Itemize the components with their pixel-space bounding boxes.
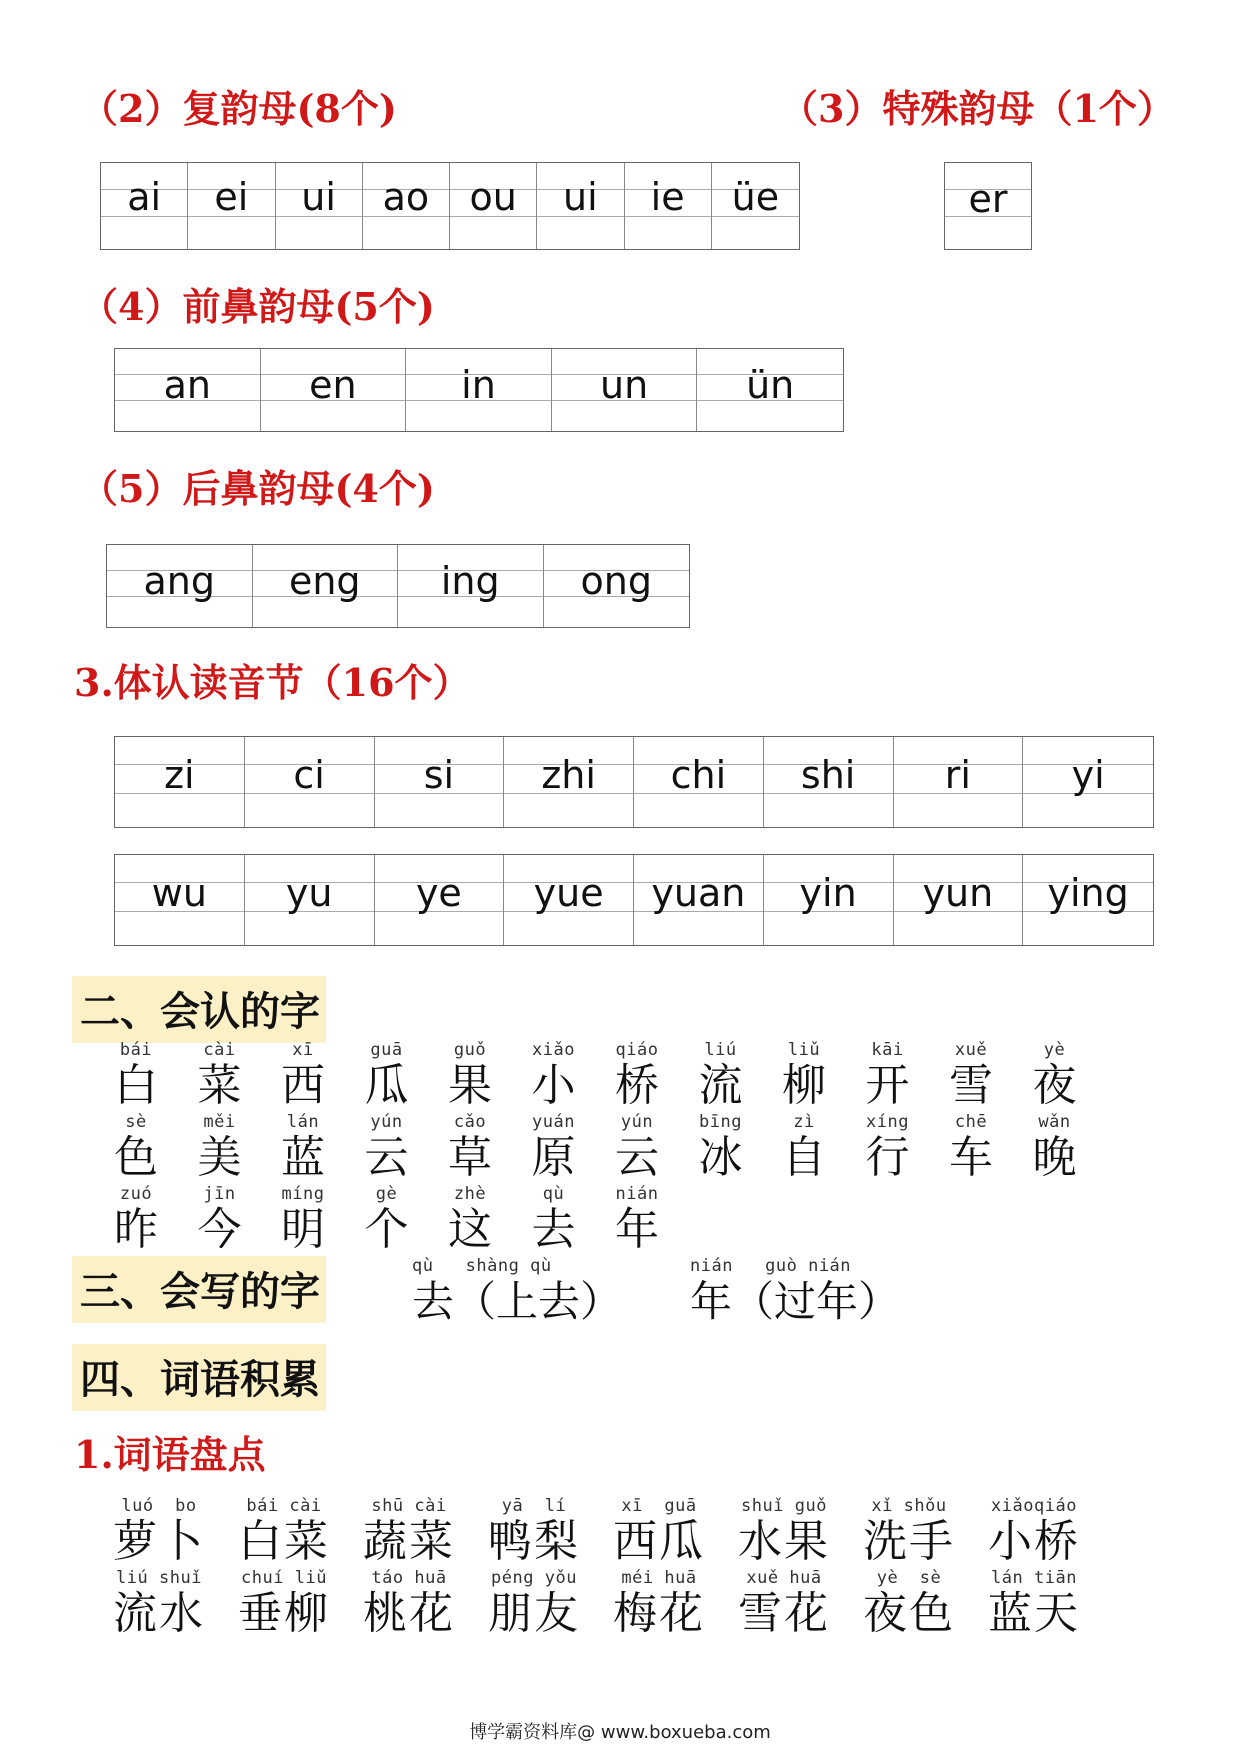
huiren-char [180,1112,260,1182]
char-pinyin: cài [203,1040,236,1060]
ciyu-title: 四、词语积累 [72,1344,326,1411]
huiren-char [263,1112,343,1182]
grid-cell [697,349,843,431]
char-hanzi: 蓝 [281,1132,325,1183]
char-hanzi: 开 [865,1060,910,1111]
huixie-item-1 [412,1256,622,1326]
ciyu-word [104,1568,214,1638]
grid-cell [115,737,245,827]
pinyin-syllable: wu [151,871,207,915]
pinyin-syllable: ie [650,175,685,219]
ciyu-word [229,1568,339,1638]
pinyin-syllable: ai [127,175,162,219]
section-qianbi-title: （4）前鼻韵母(5个) [80,284,435,329]
word-pinyin: bái cài [246,1496,322,1516]
zhengti-grid-row2 [114,854,1154,946]
pinyin-syllable: yuan [651,871,746,915]
huixie-item-1-pinyin: qù shàng qù [412,1256,552,1276]
char-hanzi: 流 [698,1060,743,1111]
char-hanzi: 车 [949,1132,993,1183]
grid-cell [398,545,544,627]
huiren-char [430,1184,510,1254]
pinyin-syllable: ui [563,175,598,219]
char-pinyin: nián [615,1184,659,1204]
huiren-char [263,1184,343,1254]
grid-cell [101,163,188,249]
word-hanzi: 蔬菜 [363,1516,455,1567]
huixie-title: 三、会写的字 [72,1256,326,1323]
pinyin-syllable: ei [214,175,249,219]
grid-cell [406,349,552,431]
char-hanzi: 美 [197,1132,242,1183]
char-pinyin: sè [125,1112,147,1132]
pinyin-syllable: ri [944,753,971,797]
pinyin-syllable: chi [670,753,727,797]
huiren-char [180,1184,260,1254]
huiren-char [430,1112,510,1182]
word-pinyin: yè sè [876,1568,942,1588]
char-hanzi: 云 [615,1132,659,1183]
huiren-char [514,1112,594,1182]
char-hanzi: 这 [448,1204,492,1255]
char-pinyin: lán [286,1112,320,1132]
char-hanzi: 年 [615,1204,659,1255]
word-pinyin: táo huā [371,1568,447,1588]
word-hanzi: 梅花 [613,1588,705,1639]
char-hanzi: 昨 [114,1204,158,1255]
char-pinyin: gè [375,1184,398,1204]
teshu-grid [944,162,1032,250]
char-pinyin: zhè [453,1184,487,1204]
pinyin-syllable: si [423,753,455,797]
huiren-char [848,1040,928,1110]
ciyu-word [979,1568,1089,1638]
char-hanzi: 西 [281,1060,325,1111]
pinyin-syllable: yun [922,871,994,915]
grid-cell [537,163,624,249]
char-hanzi: 小 [531,1060,576,1111]
char-pinyin: yè [1043,1040,1066,1060]
word-hanzi: 白菜 [238,1516,330,1567]
grid-cell [115,855,245,945]
huiren-char [347,1040,427,1110]
huiren-char [347,1112,427,1182]
word-hanzi: 垂柳 [238,1588,330,1639]
huiren-char [764,1040,844,1110]
huiren-char [514,1184,594,1254]
word-pinyin: liú shuǐ [116,1568,202,1588]
ciyu-word [604,1568,714,1638]
grid-cell [276,163,363,249]
section-houbi-title: （5）后鼻韵母(4个) [80,466,435,511]
huixie-item-2-text: 年（过年） [690,1277,901,1326]
char-pinyin: měi [203,1112,236,1132]
char-hanzi: 明 [281,1204,325,1255]
grid-cell [115,349,261,431]
ciyu-word [729,1568,839,1638]
ciyu-word [979,1496,1089,1566]
char-hanzi: 行 [865,1132,910,1183]
word-pinyin: xiǎoqiáo [991,1496,1077,1516]
grid-cell [945,163,1031,249]
pinyin-syllable: zhi [541,753,596,797]
char-pinyin: yún [370,1112,403,1132]
huiren-char [848,1112,928,1182]
pinyin-syllable: ui [301,175,336,219]
char-hanzi: 雪 [949,1060,993,1111]
section-fuyunmu-title: （2）复韵母(8个) [80,86,397,131]
char-hanzi: 草 [448,1132,492,1183]
char-pinyin: bīng [699,1112,742,1132]
char-hanzi: 个 [364,1204,409,1255]
pinyin-syllable: üe [731,175,780,219]
char-pinyin: qù [542,1184,565,1204]
huiren-char [347,1184,427,1254]
char-hanzi: 晚 [1032,1132,1077,1183]
pinyin-syllable: ün [746,363,795,407]
char-pinyin: bái [119,1040,153,1060]
char-pinyin: xíng [866,1112,909,1132]
pinyin-syllable: en [309,363,357,407]
grid-cell [712,163,799,249]
pinyin-syllable: yin [799,871,857,915]
word-hanzi: 夜色 [863,1588,955,1639]
word-hanzi: 流水 [113,1588,205,1639]
word-hanzi: 朋友 [488,1588,580,1639]
huiren-char [931,1112,1011,1182]
huixie-item-1-text: 去（上去） [412,1277,623,1326]
char-hanzi: 原 [531,1132,576,1183]
word-pinyin: méi huā [621,1568,697,1588]
huiren-char [764,1112,844,1182]
huiren-char [597,1112,677,1182]
word-hanzi: 小桥 [988,1516,1080,1567]
grid-cell [363,163,450,249]
char-hanzi: 色 [114,1132,158,1183]
huiren-char [514,1040,594,1110]
pinyin-syllable: eng [288,559,361,603]
grid-cell [504,737,634,827]
grid-cell [552,349,698,431]
char-hanzi: 柳 [782,1060,826,1111]
char-hanzi: 自 [782,1132,826,1183]
char-pinyin: liú [704,1040,737,1060]
char-pinyin: chē [954,1112,988,1132]
char-pinyin: zì [793,1112,815,1132]
char-pinyin: guǒ [453,1040,487,1060]
section-teshu-title: （3）特殊韵母（1个） [780,86,1175,131]
pinyin-syllable: in [461,363,496,407]
grid-cell [544,545,690,627]
zhengti-grid-row1 [114,736,1154,828]
char-pinyin: yún [620,1112,654,1132]
word-hanzi: 雪花 [738,1588,830,1639]
word-pinyin: shuǐ guǒ [741,1496,827,1516]
huiren-char [1015,1112,1095,1182]
word-pinyin: lán tiān [991,1568,1077,1588]
ciyu-word [354,1568,464,1638]
huixie-item-2-pinyin: nián guò nián [690,1256,852,1276]
ciyu-word [229,1496,339,1566]
char-pinyin: zuó [119,1184,153,1204]
word-pinyin: yā lí [501,1496,567,1516]
huiren-char [180,1040,260,1110]
ciyu-word [604,1496,714,1566]
grid-cell [253,545,399,627]
grid-cell [1023,737,1153,827]
ciyu-word [854,1568,964,1638]
word-pinyin: chuí liǔ [241,1568,327,1588]
houbi-grid [106,544,690,628]
huiren-char [263,1040,343,1110]
grid-cell [375,737,505,827]
word-hanzi: 洗手 [863,1516,955,1567]
char-pinyin: jīn [203,1184,236,1204]
huixie-item-2 [690,1256,900,1326]
word-hanzi: 萝卜 [113,1516,205,1567]
pinyin-syllable: ye [415,871,462,915]
char-pinyin: xiǎo [532,1040,575,1060]
pinyin-syllable: un [599,363,649,407]
ciyu-word [479,1568,589,1638]
huiren-char [597,1184,677,1254]
char-hanzi: 今 [197,1204,242,1255]
grid-cell [1023,855,1153,945]
char-hanzi: 白 [114,1060,158,1111]
huiren-char [931,1040,1011,1110]
char-pinyin: liǔ [787,1040,821,1060]
huiren-char [430,1040,510,1110]
char-pinyin: wǎn [1038,1112,1071,1132]
pinyin-syllable: yu [285,871,333,915]
huiren-char [96,1040,176,1110]
ciyu-word [729,1496,839,1566]
char-hanzi: 果 [448,1060,492,1111]
huiren-char [681,1040,761,1110]
grid-cell [764,737,894,827]
grid-cell [188,163,275,249]
char-pinyin: xī [292,1040,314,1060]
qianbi-grid [114,348,844,432]
char-pinyin: guā [370,1040,403,1060]
char-hanzi: 冰 [698,1132,743,1183]
pinyin-syllable: shi [800,753,856,797]
word-pinyin: shū cài [371,1496,447,1516]
huiren-char [597,1040,677,1110]
grid-cell [764,855,894,945]
word-hanzi: 蓝天 [988,1588,1080,1639]
pinyin-syllable: an [163,363,211,407]
char-hanzi: 去 [531,1204,576,1255]
ciyu-word [104,1496,214,1566]
pinyin-syllable: ou [469,175,517,219]
huiren-char [96,1184,176,1254]
char-hanzi: 云 [364,1132,409,1183]
grid-cell [634,855,764,945]
huiren-title: 二、会认的字 [72,976,326,1043]
char-pinyin: xuě [954,1040,988,1060]
pinyin-syllable: ying [1047,871,1129,915]
grid-cell [625,163,712,249]
word-hanzi: 桃花 [363,1588,455,1639]
ciyu-word [479,1496,589,1566]
char-pinyin: kāi [871,1040,904,1060]
grid-cell [261,349,407,431]
grid-cell [375,855,505,945]
grid-cell [107,545,253,627]
grid-cell [450,163,537,249]
word-pinyin: xuě huā [746,1568,822,1588]
footer-watermark: 博学霸资料库@ www.boxueba.com [469,1722,771,1743]
word-pinyin: luó bo [121,1496,197,1516]
word-hanzi: 西瓜 [613,1516,705,1567]
word-hanzi: 水果 [738,1516,830,1567]
char-pinyin: qiáo [615,1040,659,1060]
grid-cell [504,855,634,945]
word-pinyin: xǐ shǒu [871,1496,947,1516]
grid-cell [634,737,764,827]
ciyu-word [854,1496,964,1566]
char-pinyin: yuán [532,1112,575,1132]
pinyin-syllable: ing [440,559,500,603]
word-hanzi: 鸭梨 [488,1516,580,1567]
pinyin-syllable: ao [382,175,430,219]
ciyu-word [354,1496,464,1566]
grid-cell [894,855,1024,945]
pinyin-syllable: yi [1071,753,1105,797]
pinyin-syllable: ang [143,559,215,603]
word-pinyin: xī guā [621,1496,697,1516]
pinyin-syllable: ong [580,559,652,603]
char-pinyin: míng [281,1184,325,1204]
char-hanzi: 瓜 [364,1060,409,1111]
huiren-char [96,1112,176,1182]
pinyin-syllable: er [968,177,1008,221]
ciyu-subtitle: 1.词语盘点 [74,1432,266,1477]
huiren-char [1015,1040,1095,1110]
grid-cell [894,737,1024,827]
char-hanzi: 菜 [197,1060,242,1111]
char-hanzi: 夜 [1032,1060,1077,1111]
fuyunmu-grid [100,162,800,250]
grid-cell [245,855,375,945]
char-hanzi: 桥 [615,1060,659,1111]
huiren-char [681,1112,761,1182]
char-pinyin: cǎo [453,1112,487,1132]
pinyin-syllable: ci [293,753,325,797]
pinyin-syllable: zi [164,753,195,797]
word-pinyin: péng yǒu [491,1568,577,1588]
pinyin-syllable: yue [533,871,604,915]
grid-cell [245,737,375,827]
section-zhengti-title: 3.体认读音节（16个） [74,660,471,705]
